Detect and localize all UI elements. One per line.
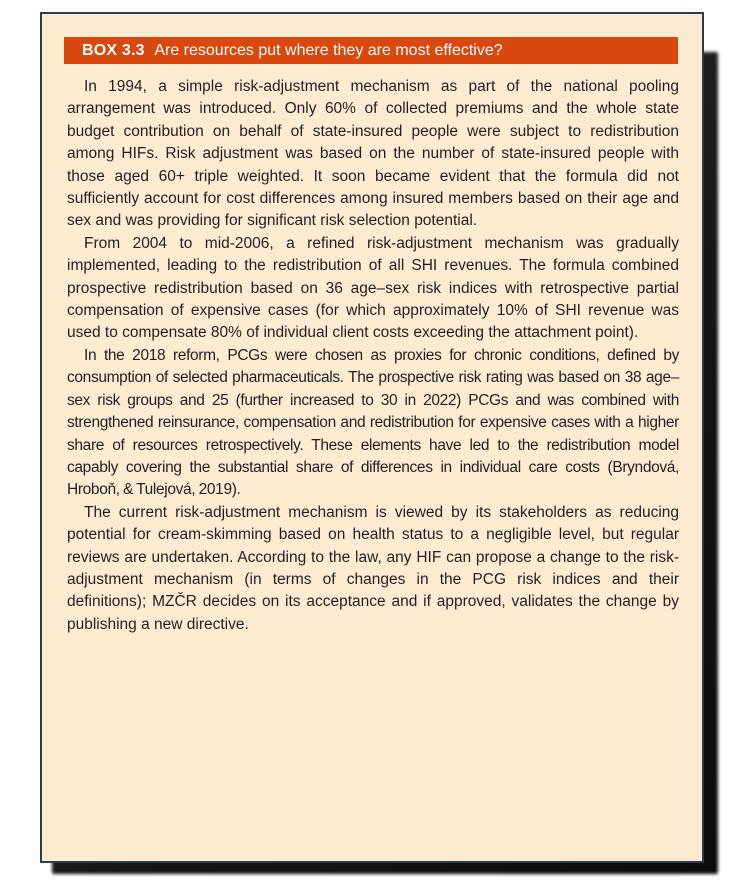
box-number: BOX 3.3 (82, 42, 145, 59)
paragraph-2018-reform: In the 2018 reform, PCGs were chosen as proxies for chronic conditions, defined by consumption of selected pharmaceuticals. The prospective risk rating was based on 38 age–sex risk groups and 25 (further increased to 30 in 2022) PCGs and was combined with strengthened reinsurance, compensation and redistribution for expensive cases with a higher share of resources retrospectively. These elements have led to the redistribution model capably covering the substantial share of differences in individual care costs (Bryndová, Hroboň, & Tulejová, 2019). (67, 346, 679, 499)
box-3-3-panel (40, 12, 704, 863)
box-body (67, 76, 679, 636)
paragraph-1994-risk-adjustment: In 1994, a simple risk-adjustment mechanism as part of the national pooling arrangement was introduced. Only 60% of collected premiums and the whole state budget contribution on behalf of state-insured people were subject to redistribution among HIFs. Risk adjustment was based on the number of state-insured people with those aged 60+ triple weighted. It soon became evident that the formula did not sufficiently account for cost differences among insured members based on their age and sex and was providing for significant risk selection potential. (67, 78, 679, 230)
box-title: Are resources put where they are most effective? (154, 42, 503, 59)
box-header (64, 37, 678, 64)
paragraph-2004-refined-mechanism: From 2004 to mid-2006, a refined risk-adjustment mechanism was gradually implemented, leading to the redistribution of all SHI revenues. The formula combined prospective redistribution based on 36 age–sex risk indices with retrospective partial compensation of expensive cases (for which approximately 10% of SHI revenue was used to compensate 80% of individual client costs exceeding the attachment point). (67, 234, 679, 342)
paragraph-current-mechanism: The current risk-adjustment mechanism is viewed by its stakeholders as reducing potential for cream-skimming based on health status to a negligible level, but regular reviews are undertaken. According to the law, any HIF can propose a change to the risk-adjustment mechanism (in terms of changes in the PCG risk indices and their definitions); MZČR decides on its acceptance and if approved, validates the change by publishing a new directive. (67, 503, 679, 633)
